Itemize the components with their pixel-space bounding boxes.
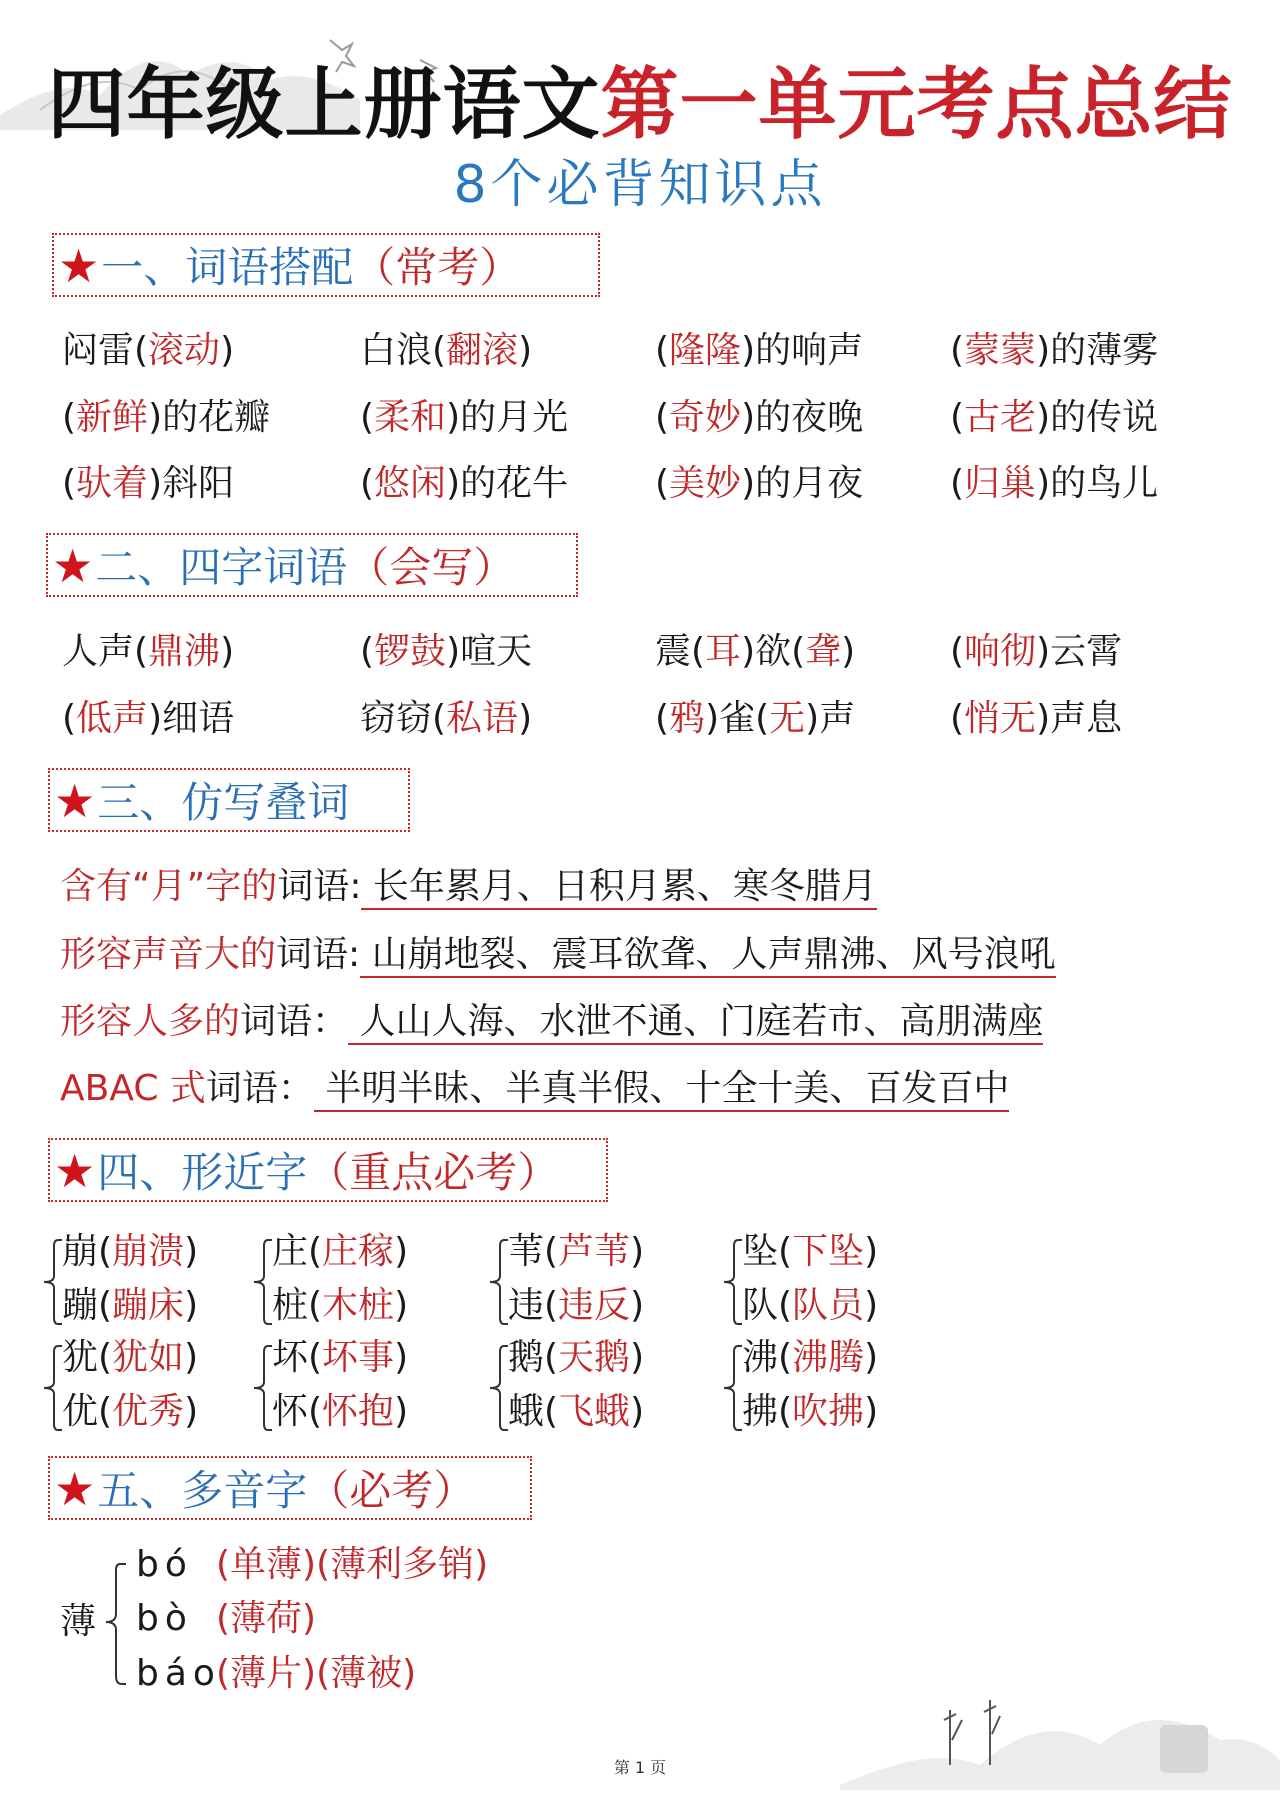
- word-text: ): [220, 631, 235, 672]
- word-pair: [950, 329, 1158, 373]
- similar-char-line: [742, 1336, 878, 1380]
- similar-char: 违(: [508, 1285, 559, 1326]
- section-5-title: 五、多音字: [97, 1466, 308, 1515]
- section-4-header: [48, 1138, 608, 1202]
- phrase-category: 含有“月”字的: [60, 866, 278, 907]
- word-pair: [360, 697, 532, 741]
- similar-char: 坠(: [742, 1231, 793, 1272]
- word-text: ): [394, 1285, 409, 1326]
- word-pair: [62, 630, 234, 674]
- brace-icon: [486, 1232, 510, 1332]
- similar-char-line: [62, 1230, 198, 1274]
- word-text: ): [864, 1337, 879, 1378]
- similar-char: 苇(: [508, 1231, 559, 1272]
- word-text: ): [630, 1337, 645, 1378]
- word-text: ): [864, 1231, 879, 1272]
- similar-char-word: 怀抱: [322, 1391, 395, 1432]
- similar-char-group: [486, 1232, 676, 1332]
- pinyin: báo: [136, 1653, 221, 1694]
- word-text: (: [62, 463, 77, 504]
- section-5-suffix: （必考）: [307, 1466, 476, 1515]
- word-text: ): [841, 631, 856, 672]
- similar-char-group: [720, 1232, 910, 1332]
- word-text: )雀(: [705, 698, 770, 739]
- word-text: (: [950, 397, 965, 438]
- section-3-header: [48, 768, 410, 832]
- word-pair: [655, 396, 863, 440]
- phrase-label: 词语：: [240, 1001, 349, 1042]
- similar-char: 蛾(: [508, 1391, 559, 1432]
- word-pair: [62, 697, 234, 741]
- word-text: ): [394, 1337, 409, 1378]
- word-text: ): [630, 1231, 645, 1272]
- word-pair: [655, 329, 863, 373]
- similar-char-line: [508, 1284, 644, 1328]
- word-text: ): [184, 1231, 199, 1272]
- similar-char-line: [272, 1230, 408, 1274]
- phrase-words: 人山人海、水泄不通、门庭若市、高朋满座: [348, 1001, 1043, 1045]
- pinyin: bò: [136, 1598, 193, 1639]
- word-text: ): [518, 330, 533, 371]
- word-text: )的花牛: [446, 463, 569, 504]
- section-3-title: 三、仿写叠词: [97, 778, 350, 827]
- word-pair: [62, 462, 234, 506]
- section-5-header: [48, 1456, 532, 1520]
- similar-char: 坏(: [272, 1337, 323, 1378]
- phrase-words: 半明半昧、半真半假、十全十美、百发百中: [314, 1068, 1009, 1112]
- section-4-title: 四、形近字: [97, 1148, 308, 1197]
- similar-char-line: [62, 1284, 198, 1328]
- word-text: ): [184, 1391, 199, 1432]
- answer-word: 聋: [805, 631, 842, 672]
- polyphone-brace: [100, 1548, 130, 1698]
- similar-char-word: 蹦床: [112, 1285, 185, 1326]
- similar-char-word: 沸腾: [792, 1337, 865, 1378]
- page-title: [0, 55, 1280, 155]
- pinyin: bó: [136, 1544, 193, 1585]
- word-pair: [62, 329, 234, 373]
- word-pair: [360, 462, 568, 506]
- word-text: )声息: [1036, 698, 1123, 739]
- star-icon: ★: [52, 539, 94, 593]
- word-pair: [950, 462, 1158, 506]
- word-text: 白浪(: [360, 330, 447, 371]
- polyphone-char: 薄: [60, 1601, 97, 1642]
- word-pair: [360, 329, 532, 373]
- answer-word: 鸦: [669, 698, 706, 739]
- word-text: ): [394, 1391, 409, 1432]
- similar-char: 崩(: [62, 1231, 113, 1272]
- similar-char: 桩(: [272, 1285, 323, 1326]
- word-pair: [655, 697, 855, 741]
- section-2-suffix: （会写）: [347, 543, 516, 592]
- word-text: (: [655, 463, 670, 504]
- word-text: )声: [805, 698, 856, 739]
- word-text: 震(: [655, 631, 706, 672]
- answer-word: 柔和: [374, 397, 447, 438]
- similar-char-line: [508, 1390, 644, 1434]
- word-text: (: [655, 698, 670, 739]
- word-text: )的响声: [741, 330, 864, 371]
- similar-char-word: 飞蛾: [558, 1391, 631, 1432]
- section-1-header: [52, 233, 600, 297]
- answer-word: 古老: [964, 397, 1037, 438]
- similar-char: 鹅(: [508, 1337, 559, 1378]
- word-text: )欲(: [741, 631, 806, 672]
- phrase-label: 词语:: [276, 934, 361, 975]
- phrase-line: [60, 864, 877, 910]
- word-pair: [655, 630, 855, 674]
- similar-char-line: [508, 1336, 644, 1380]
- phrase-label: 词语:: [277, 866, 362, 907]
- similar-char: 队(: [742, 1285, 793, 1326]
- answer-word: 私语: [446, 698, 519, 739]
- brace-icon: [486, 1338, 510, 1438]
- phrase-line: [60, 999, 1043, 1045]
- word-text: )的月光: [446, 397, 569, 438]
- word-text: )的花瓣: [148, 397, 271, 438]
- word-text: ): [864, 1285, 879, 1326]
- word-text: )的月夜: [741, 463, 864, 504]
- phrase-words: 山崩地裂、震耳欲聋、人声鼎沸、风号浪吼: [360, 934, 1055, 978]
- similar-char-word: 芦苇: [558, 1231, 631, 1272]
- similar-char-word: 优秀: [112, 1391, 185, 1432]
- brace-icon: [720, 1338, 744, 1438]
- similar-char-line: [742, 1230, 878, 1274]
- polyphone-words: (单薄)(薄利多销): [216, 1544, 489, 1585]
- word-text: (: [360, 463, 375, 504]
- word-text: (: [62, 698, 77, 739]
- word-pair: [950, 697, 1122, 741]
- similar-char-group: [720, 1338, 910, 1438]
- answer-word: 驮着: [76, 463, 149, 504]
- similar-char-line: [742, 1390, 878, 1434]
- word-text: 闷雷(: [62, 330, 149, 371]
- answer-word: 低声: [76, 698, 149, 739]
- star-icon: ★: [58, 239, 100, 293]
- answer-word: 隆隆: [669, 330, 742, 371]
- brace-icon: [720, 1232, 744, 1332]
- similar-char-group: [40, 1232, 230, 1332]
- word-pair: [360, 396, 568, 440]
- phrase-category: 形容人多的: [60, 1001, 241, 1042]
- phrase-line: [60, 1066, 1009, 1112]
- word-text: 人声(: [62, 631, 149, 672]
- similar-char: 优(: [62, 1391, 113, 1432]
- similar-char-line: [62, 1336, 198, 1380]
- answer-word: 悠闲: [374, 463, 447, 504]
- similar-char-word: 吹拂: [792, 1391, 865, 1432]
- word-pair: [950, 396, 1158, 440]
- brace-icon: [40, 1338, 64, 1438]
- answer-word: 新鲜: [76, 397, 149, 438]
- word-pair: [62, 396, 270, 440]
- similar-char-word: 庄稼: [322, 1231, 395, 1272]
- similar-char-group: [250, 1232, 440, 1332]
- similar-char: 拂(: [742, 1391, 793, 1432]
- similar-char-word: 崩溃: [112, 1231, 185, 1272]
- similar-char-group: [250, 1338, 440, 1438]
- similar-char-group: [486, 1338, 676, 1438]
- similar-char-line: [272, 1336, 408, 1380]
- polyphone-reading: [136, 1597, 316, 1641]
- similar-char-word: 坏事: [322, 1337, 395, 1378]
- word-pair: [655, 462, 863, 506]
- answer-word: 耳: [705, 631, 742, 672]
- word-text: 窃窃(: [360, 698, 447, 739]
- star-icon: ★: [54, 774, 96, 828]
- similar-char-word: 天鹅: [558, 1337, 631, 1378]
- word-text: ): [518, 698, 533, 739]
- similar-char-line: [508, 1230, 644, 1274]
- similar-char: 蹦(: [62, 1285, 113, 1326]
- word-text: )喧天: [446, 631, 533, 672]
- word-text: (: [655, 397, 670, 438]
- similar-char: 犹(: [62, 1337, 113, 1378]
- similar-char: 怀(: [272, 1391, 323, 1432]
- page-number: 第 1 页: [613, 1758, 667, 1777]
- answer-word: 锣鼓: [374, 631, 447, 672]
- answer-word: 蒙蒙: [964, 330, 1037, 371]
- star-icon: ★: [54, 1462, 96, 1516]
- word-text: (: [62, 397, 77, 438]
- phrase-category: 形容声音大的: [60, 934, 277, 975]
- word-text: (: [950, 698, 965, 739]
- answer-word: 翻滚: [446, 330, 519, 371]
- phrase-label: 词语：: [205, 1068, 314, 1109]
- phrase-line: [60, 932, 1056, 978]
- word-text: (: [360, 397, 375, 438]
- answer-word: 美妙: [669, 463, 742, 504]
- answer-word: 无: [769, 698, 806, 739]
- polyphone-reading: [136, 1543, 488, 1587]
- answer-word: 滚动: [148, 330, 221, 371]
- word-text: (: [360, 631, 375, 672]
- section-1-title: 一、词语搭配: [101, 243, 354, 292]
- answer-word: 鼎沸: [148, 631, 221, 672]
- word-pair: [360, 630, 532, 674]
- title-red-part: 第一单元考点总结: [600, 59, 1233, 150]
- word-text: (: [950, 631, 965, 672]
- similar-char-line: [272, 1284, 408, 1328]
- word-text: )的薄雾: [1036, 330, 1159, 371]
- phrase-category: ABAC 式: [60, 1068, 206, 1109]
- star-icon: ★: [54, 1144, 96, 1198]
- section-4-suffix: （重点必考）: [307, 1148, 560, 1197]
- answer-word: 响彻: [964, 631, 1037, 672]
- section-2-title: 二、四字词语: [95, 543, 348, 592]
- similar-char-word: 队员: [792, 1285, 865, 1326]
- word-text: (: [950, 330, 965, 371]
- word-text: )云霄: [1036, 631, 1123, 672]
- polyphone-words: (薄片)(薄被): [216, 1653, 417, 1694]
- word-text: ): [630, 1391, 645, 1432]
- word-text: )的鸟儿: [1036, 463, 1159, 504]
- similar-char-word: 违反: [558, 1285, 631, 1326]
- similar-char-line: [62, 1390, 198, 1434]
- page-subtitle: 8个必背知识点: [453, 155, 827, 215]
- brace-icon: [250, 1232, 274, 1332]
- similar-char-word: 木桩: [322, 1285, 395, 1326]
- polyphone-words: (薄荷): [216, 1598, 317, 1639]
- word-text: ): [220, 330, 235, 371]
- polyphone-reading: [136, 1652, 416, 1696]
- answer-word: 悄无: [964, 698, 1037, 739]
- similar-char-group: [40, 1338, 230, 1438]
- word-text: )的传说: [1036, 397, 1159, 438]
- brace-icon: [250, 1338, 274, 1438]
- similar-char-word: 犹如: [112, 1337, 185, 1378]
- similar-char-word: 下坠: [792, 1231, 865, 1272]
- word-text: )斜阳: [148, 463, 235, 504]
- similar-char-line: [272, 1390, 408, 1434]
- similar-char: 庄(: [272, 1231, 323, 1272]
- word-text: ): [864, 1391, 879, 1432]
- word-text: (: [655, 330, 670, 371]
- word-pair: [950, 630, 1122, 674]
- answer-word: 奇妙: [669, 397, 742, 438]
- similar-char-line: [742, 1284, 878, 1328]
- brace-icon: [40, 1232, 64, 1332]
- word-text: ): [630, 1285, 645, 1326]
- section-2-header: [46, 533, 578, 597]
- title-black-part: 四年级上册语文: [47, 59, 601, 150]
- word-text: (: [950, 463, 965, 504]
- word-text: )细语: [148, 698, 235, 739]
- answer-word: 归巢: [964, 463, 1037, 504]
- word-text: ): [184, 1285, 199, 1326]
- section-1-suffix: （常考）: [353, 243, 522, 292]
- word-text: ): [184, 1337, 199, 1378]
- phrase-words: 长年累月、日积月累、寒冬腊月: [361, 866, 876, 910]
- similar-char: 沸(: [742, 1337, 793, 1378]
- word-text: )的夜晚: [741, 397, 864, 438]
- word-text: ): [394, 1231, 409, 1272]
